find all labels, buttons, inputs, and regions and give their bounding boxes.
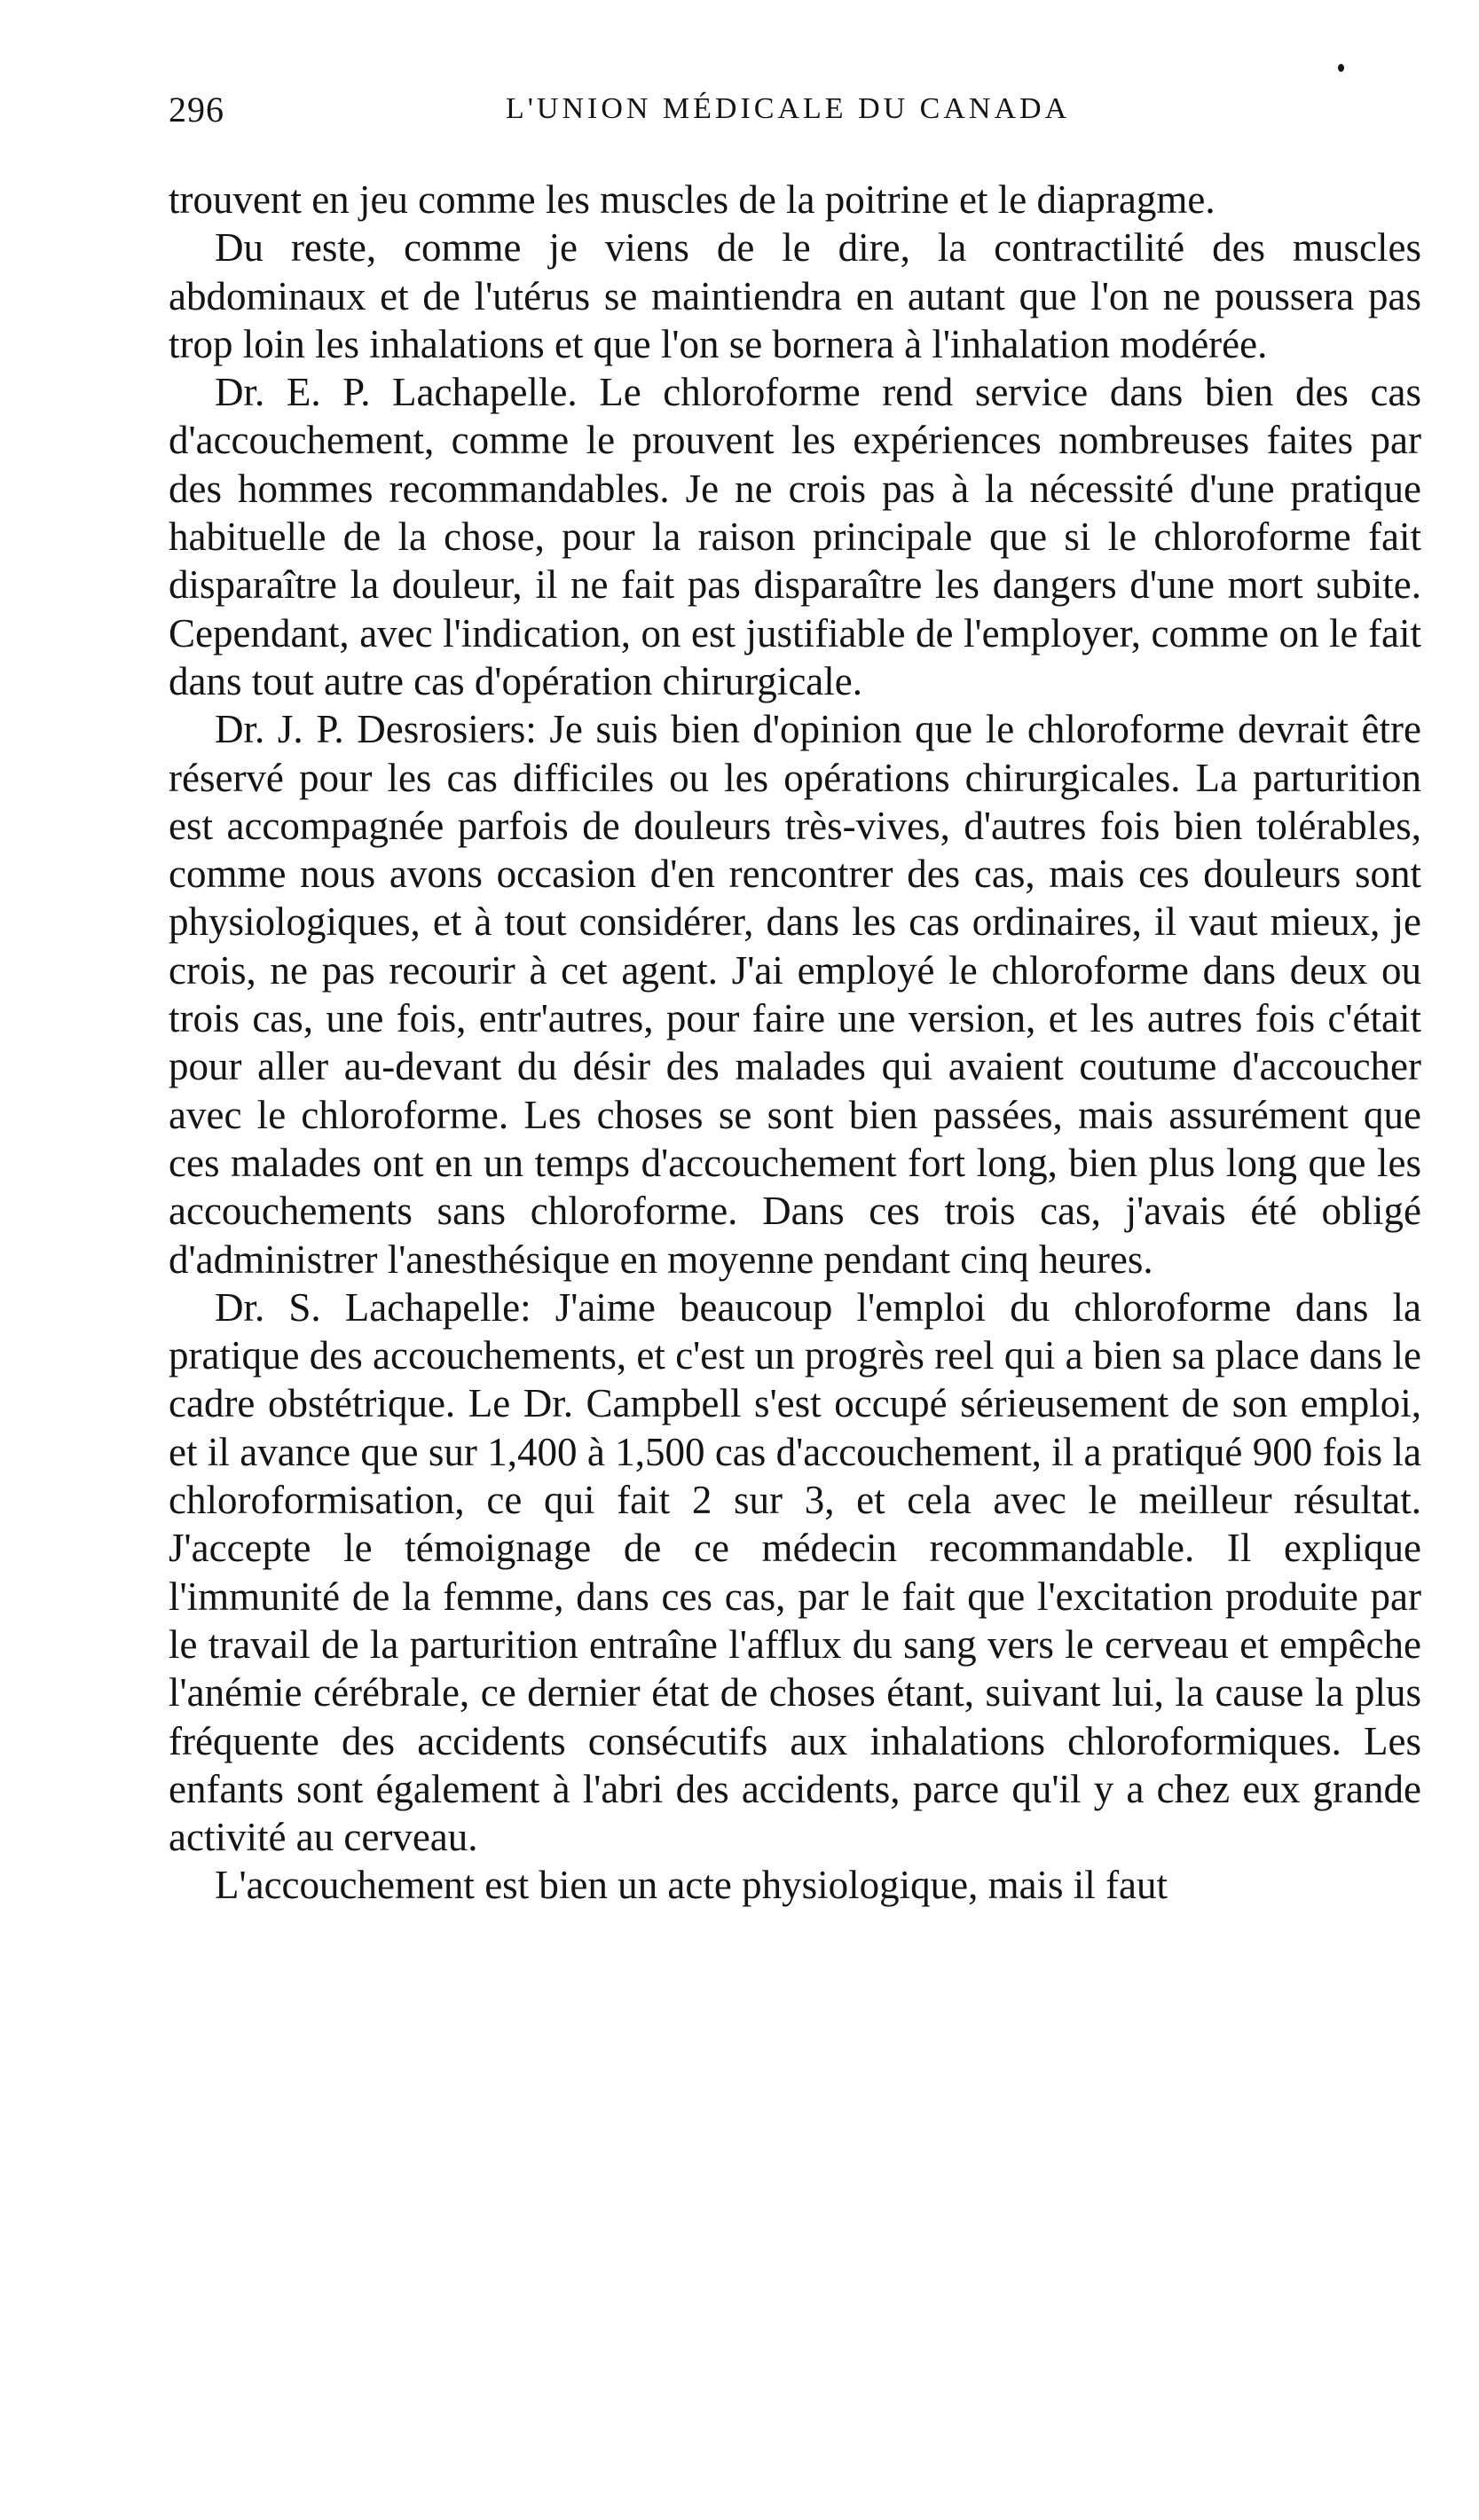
- paragraph-continuation: trouvent en jeu comme les muscles de la poitrine et le diapragme.: [169, 177, 1215, 222]
- running-title: L'UNION MÉDICALE DU CANADA: [506, 92, 1071, 125]
- paragraph: Dr. J. P. Desrosiers: Je suis bien d'opinion que le chloroforme devrait être réservé pour les cas difficiles ou les opérations chirurgicales. La parturition est accompagnée parfois de douleurs très-vives, d'autres fois bien tolérables, comme nous avons occasion d'en rencontrer des cas, mais ces douleurs sont physiologiques, et à tout considérer, dans les cas ordinaires, il vaut mieux, je crois, ne pas recourir à cet agent. J'ai employé le chloroforme dans deux ou trois cas, une fois, entr'autres, pour faire une version, et les autres fois c'était pour aller au-devant du désir des malades qui avaient coutume d'accoucher avec le chloroforme. Les choses se sont bien passées, mais assurément que ces malades ont en un temps d'accouchement fort long, bien plus long que les accouchements sans chloroforme. Dans ces trois cas, j'avais été obligé d'administrer l'anesthésique en moyenne pendant cinq heures.: [169, 707, 1421, 1282]
- paragraph: Dr. S. Lachapelle: J'aime beaucoup l'emploi du chloroforme dans la pratique des accouchements, et c'est un progrès reel qui a bien sa place dans le cadre obstétrique. Le Dr. Campbell s'est occupé sérieusement de son emploi, et il avance que sur 1,400 à 1,500 cas d'accouchement, il a pratiqué 900 fois la chloroformisation, ce qui fait 2 sur 3, et cela avec le meilleur résultat. J'accepte le témoignage de ce médecin recommandable. Il explique l'immunité de la femme, dans ces cas, par le fait que l'excitation produite par le travail de la parturition entraîne l'afflux du sang vers le cerveau et empêche l'anémie cérébrale, ce dernier état de choses étant, suivant lui, la cause la plus fréquente des accidents consécutifs aux inhalations chloroformiques. Les enfants sont également à l'abri des accidents, parce qu'il y a chez eux grande activité au cerveau.: [169, 1284, 1421, 1860]
- paragraph: Dr. E. P. Lachapelle. Le chloroforme rend service dans bien des cas d'accouchement, comme le prouvent les expériences nombreuses faites par des hommes recommandables. Je ne crois pas à la nécessité d'une pratique habituelle de la chose, pour la raison principale que si le chloroforme fait disparaître la douleur, il ne fait pas disparaître les dangers d'une mort subite. Cependant, avec l'indication, on est justifiable de l'employer, comme on le fait dans tout autre cas d'opération chirurgicale.: [169, 370, 1421, 703]
- paragraph: Du reste, comme je viens de le dire, la contractilité des muscles abdominaux et de l'utérus se maintiendra en autant que l'on ne poussera pas trop loin les inhalations et que l'on se bornera à l'inhalation modérée.: [169, 225, 1421, 366]
- ink-speck: [1338, 64, 1344, 72]
- page-header: [169, 89, 1420, 151]
- article-body: [169, 176, 1421, 1910]
- page-number: 296: [169, 90, 224, 130]
- paragraph: L'accouchement est bien un acte physiologique, mais il faut: [215, 1863, 1168, 1908]
